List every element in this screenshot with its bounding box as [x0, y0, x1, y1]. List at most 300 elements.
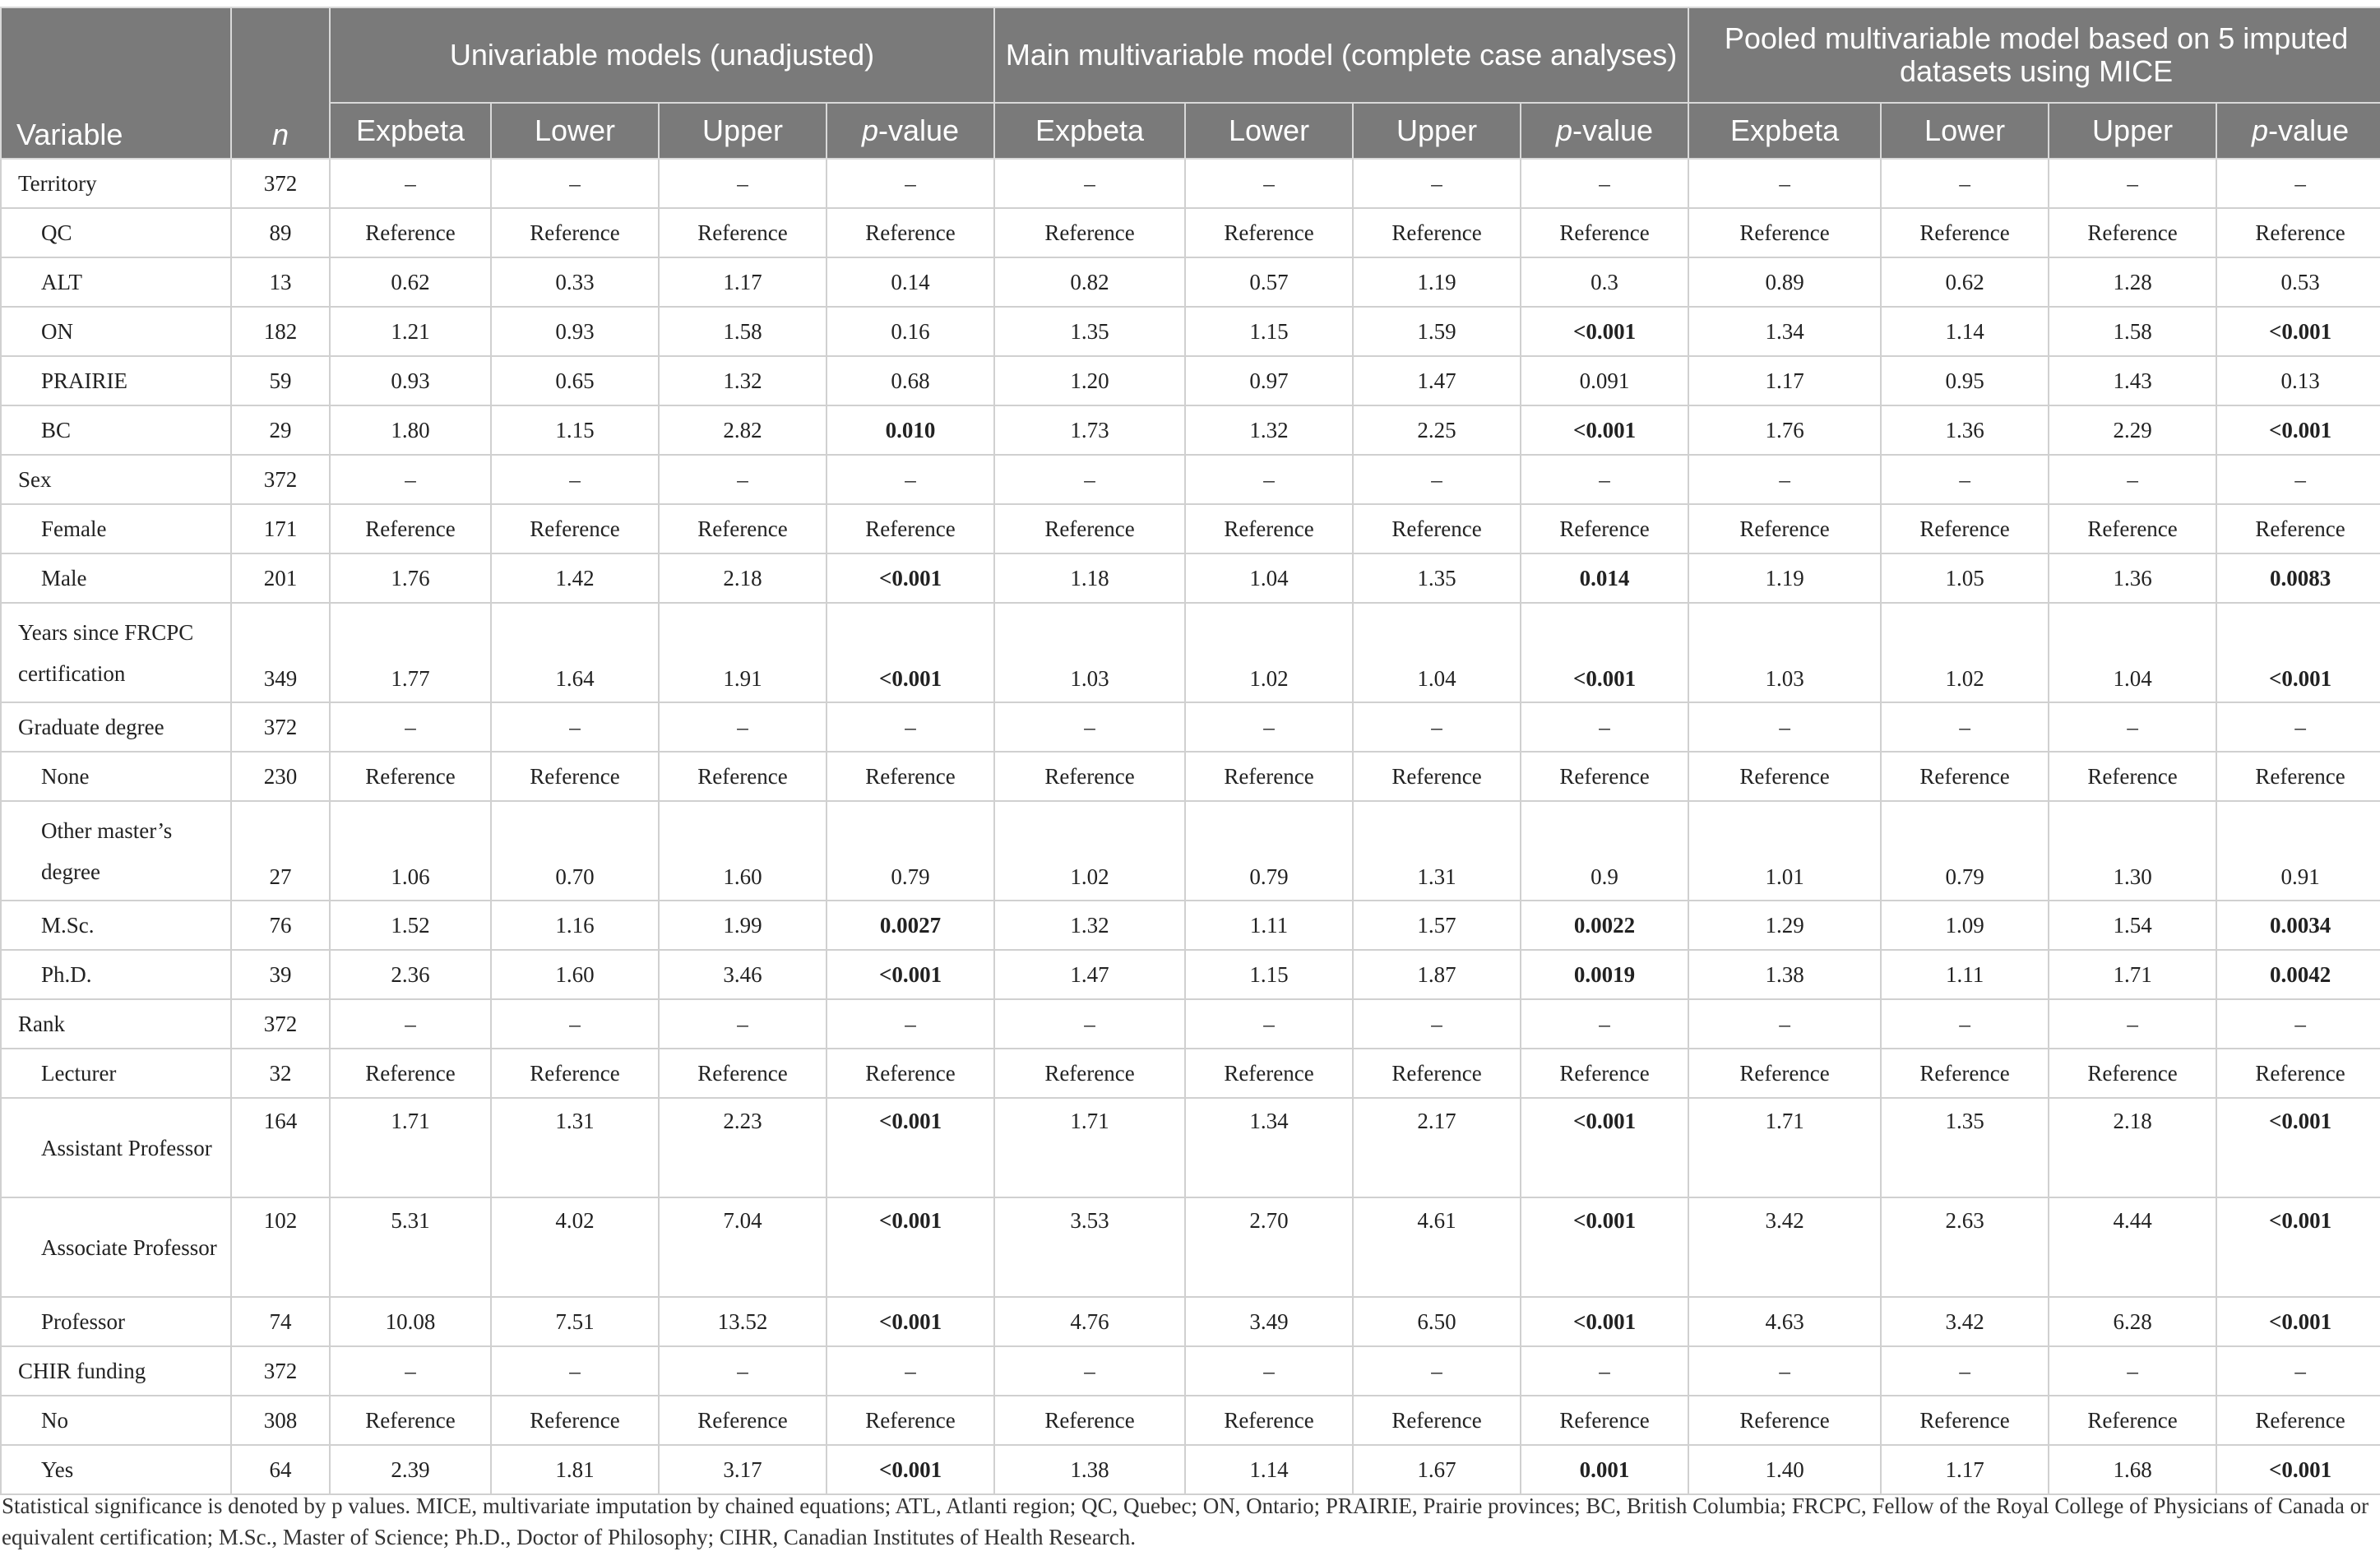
value-cell: 0.82 — [994, 257, 1185, 307]
variable-cell: Sex — [1, 455, 231, 504]
value-cell: – — [1688, 455, 1881, 504]
value-cell: 2.18 — [659, 553, 827, 603]
variable-cell: Female — [1, 504, 231, 553]
value-cell: 1.15 — [491, 405, 659, 455]
n-cell: 372 — [231, 455, 330, 504]
value-cell: 3.53 — [994, 1197, 1185, 1297]
value-cell: – — [994, 455, 1185, 504]
subcol-header: p-value — [1521, 103, 1688, 159]
value-cell: – — [2216, 702, 2380, 752]
value-cell: 1.81 — [491, 1445, 659, 1494]
value-cell: – — [1881, 455, 2049, 504]
value-cell: Reference — [1688, 1396, 1881, 1445]
value-cell: 0.68 — [827, 356, 994, 405]
value-cell: 0.65 — [491, 356, 659, 405]
value-cell: Reference — [1881, 504, 2049, 553]
value-cell: <0.001 — [827, 1297, 994, 1346]
value-cell: 0.0022 — [1521, 901, 1688, 950]
value-cell: 1.35 — [994, 307, 1185, 356]
value-cell: 1.11 — [1881, 950, 2049, 999]
value-cell: 1.35 — [1353, 553, 1521, 603]
value-cell: – — [659, 999, 827, 1049]
value-cell: 1.09 — [1881, 901, 2049, 950]
variable-cell: Rank — [1, 999, 231, 1049]
n-cell: 201 — [231, 553, 330, 603]
group-header-univariable: Univariable models (unadjusted) — [330, 7, 994, 103]
value-cell: <0.001 — [2216, 1445, 2380, 1494]
n-cell: 76 — [231, 901, 330, 950]
value-cell: 1.21 — [330, 307, 491, 356]
value-cell: Reference — [1688, 208, 1881, 257]
value-cell: 1.58 — [2049, 307, 2216, 356]
variable-cell: Lecturer — [1, 1049, 231, 1098]
value-cell: 1.71 — [330, 1098, 491, 1197]
value-cell: Reference — [1881, 1396, 2049, 1445]
table-header — [1, 7, 2380, 159]
value-cell: – — [1688, 159, 1881, 208]
value-cell: 1.71 — [2049, 950, 2216, 999]
value-cell: <0.001 — [2216, 1297, 2380, 1346]
value-cell: – — [1521, 455, 1688, 504]
value-cell: 0.57 — [1185, 257, 1353, 307]
value-cell: – — [491, 999, 659, 1049]
value-cell: 1.47 — [994, 950, 1185, 999]
value-cell: 1.03 — [994, 603, 1185, 702]
subcol-header: Lower — [1881, 103, 2049, 159]
value-cell: 1.03 — [1688, 603, 1881, 702]
value-cell: Reference — [659, 1049, 827, 1098]
n-cell: 372 — [231, 1346, 330, 1396]
value-cell: <0.001 — [2216, 307, 2380, 356]
value-cell: 0.091 — [1521, 356, 1688, 405]
subcol-header: Upper — [1353, 103, 1521, 159]
variable-cell: ON — [1, 307, 231, 356]
value-cell: Reference — [1521, 208, 1688, 257]
value-cell: <0.001 — [827, 950, 994, 999]
value-cell: 1.77 — [330, 603, 491, 702]
value-cell: – — [2216, 999, 2380, 1049]
value-cell: – — [2049, 999, 2216, 1049]
value-cell: 1.17 — [1881, 1445, 2049, 1494]
n-cell: 27 — [231, 801, 330, 901]
value-cell: 0.79 — [827, 801, 994, 901]
value-cell: Reference — [659, 504, 827, 553]
value-cell: <0.001 — [2216, 1098, 2380, 1197]
value-cell: – — [2049, 455, 2216, 504]
value-cell: 1.71 — [994, 1098, 1185, 1197]
value-cell: 1.14 — [1881, 307, 2049, 356]
value-cell: 1.42 — [491, 553, 659, 603]
value-cell: 0.70 — [491, 801, 659, 901]
value-cell: Reference — [827, 1396, 994, 1445]
value-cell: 1.59 — [1353, 307, 1521, 356]
table-row — [1, 159, 2380, 208]
value-cell: Reference — [1881, 1049, 2049, 1098]
value-cell: 2.18 — [2049, 1098, 2216, 1197]
subcol-header: Upper — [659, 103, 827, 159]
value-cell: 1.30 — [2049, 801, 2216, 901]
value-cell: 4.44 — [2049, 1197, 2216, 1297]
value-cell: 1.38 — [1688, 950, 1881, 999]
value-cell: Reference — [1521, 504, 1688, 553]
value-cell: 3.42 — [1881, 1297, 2049, 1346]
n-cell: 372 — [231, 159, 330, 208]
value-cell: Reference — [1185, 504, 1353, 553]
value-cell: – — [2216, 455, 2380, 504]
value-cell: 4.76 — [994, 1297, 1185, 1346]
value-cell: 1.19 — [1353, 257, 1521, 307]
value-cell: Reference — [827, 752, 994, 801]
value-cell: Reference — [2049, 208, 2216, 257]
value-cell: 1.18 — [994, 553, 1185, 603]
value-cell: Reference — [1521, 752, 1688, 801]
value-cell: – — [491, 702, 659, 752]
n-cell: 29 — [231, 405, 330, 455]
n-cell: 39 — [231, 950, 330, 999]
value-cell: 5.31 — [330, 1197, 491, 1297]
value-cell: 1.76 — [1688, 405, 1881, 455]
value-cell: 0.93 — [491, 307, 659, 356]
table-row — [1, 603, 2380, 702]
value-cell: – — [2049, 159, 2216, 208]
value-cell: 3.49 — [1185, 1297, 1353, 1346]
value-cell: – — [1881, 702, 2049, 752]
value-cell: – — [994, 999, 1185, 1049]
n-cell: 182 — [231, 307, 330, 356]
value-cell: 0.91 — [2216, 801, 2380, 901]
value-cell: 0.0027 — [827, 901, 994, 950]
value-cell: 0.010 — [827, 405, 994, 455]
value-cell: <0.001 — [2216, 1197, 2380, 1297]
n-header: n — [231, 7, 330, 159]
value-cell: 6.28 — [2049, 1297, 2216, 1346]
value-cell: – — [2216, 159, 2380, 208]
value-cell: Reference — [1185, 1049, 1353, 1098]
value-cell: – — [1521, 1346, 1688, 1396]
value-cell: Reference — [1881, 752, 2049, 801]
value-cell: 10.08 — [330, 1297, 491, 1346]
value-cell: Reference — [994, 208, 1185, 257]
value-cell: 1.68 — [2049, 1445, 2216, 1494]
value-cell: 2.29 — [2049, 405, 2216, 455]
value-cell: 3.46 — [659, 950, 827, 999]
value-cell: Reference — [1353, 752, 1521, 801]
value-cell: Reference — [2049, 1396, 2216, 1445]
variable-cell: ALT — [1, 257, 231, 307]
value-cell: Reference — [491, 752, 659, 801]
value-cell: 1.02 — [994, 801, 1185, 901]
value-cell: 1.35 — [1881, 1098, 2049, 1197]
value-cell: Reference — [827, 1049, 994, 1098]
value-cell: 1.54 — [2049, 901, 2216, 950]
subcol-header: p-value — [2216, 103, 2380, 159]
value-cell: Reference — [2216, 1396, 2380, 1445]
value-cell: Reference — [659, 1396, 827, 1445]
variable-cell: Ph.D. — [1, 950, 231, 999]
value-cell: 7.51 — [491, 1297, 659, 1346]
value-cell: Reference — [1521, 1396, 1688, 1445]
value-cell: 1.36 — [2049, 553, 2216, 603]
value-cell: – — [1881, 159, 2049, 208]
value-cell: Reference — [330, 1396, 491, 1445]
value-cell: Reference — [2216, 208, 2380, 257]
variable-cell: No — [1, 1396, 231, 1445]
table-row — [1, 504, 2380, 553]
value-cell: 2.17 — [1353, 1098, 1521, 1197]
table-row — [1, 702, 2380, 752]
value-cell: Reference — [330, 504, 491, 553]
value-cell: 2.70 — [1185, 1197, 1353, 1297]
value-cell: Reference — [1521, 1049, 1688, 1098]
table-row — [1, 307, 2380, 356]
n-cell: 349 — [231, 603, 330, 702]
value-cell: 0.9 — [1521, 801, 1688, 901]
variable-cell: Yes — [1, 1445, 231, 1494]
value-cell: – — [2216, 1346, 2380, 1396]
value-cell: 0.79 — [1881, 801, 2049, 901]
n-cell: 74 — [231, 1297, 330, 1346]
value-cell: Reference — [2216, 1049, 2380, 1098]
variable-cell: Assistant Professor — [1, 1098, 231, 1197]
value-cell: Reference — [1688, 1049, 1881, 1098]
n-cell: 59 — [231, 356, 330, 405]
n-cell: 164 — [231, 1098, 330, 1197]
value-cell: <0.001 — [2216, 603, 2380, 702]
value-cell: 4.61 — [1353, 1197, 1521, 1297]
value-cell: Reference — [659, 752, 827, 801]
value-cell: Reference — [1353, 504, 1521, 553]
subcol-header: Expbeta — [330, 103, 491, 159]
value-cell: – — [994, 702, 1185, 752]
subcol-header: Upper — [2049, 103, 2216, 159]
variable-cell: None — [1, 752, 231, 801]
value-cell: 1.11 — [1185, 901, 1353, 950]
value-cell: Reference — [491, 1049, 659, 1098]
table-row — [1, 1346, 2380, 1396]
table-row — [1, 208, 2380, 257]
value-cell: – — [659, 159, 827, 208]
value-cell: – — [1881, 1346, 2049, 1396]
n-cell: 372 — [231, 999, 330, 1049]
value-cell: 1.47 — [1353, 356, 1521, 405]
value-cell: Reference — [1688, 752, 1881, 801]
table-row — [1, 1445, 2380, 1494]
value-cell: 4.02 — [491, 1197, 659, 1297]
value-cell: <0.001 — [1521, 1098, 1688, 1197]
value-cell: Reference — [1881, 208, 2049, 257]
n-cell: 308 — [231, 1396, 330, 1445]
table-row — [1, 950, 2380, 999]
value-cell: 0.53 — [2216, 257, 2380, 307]
variable-cell: BC — [1, 405, 231, 455]
value-cell: Reference — [330, 752, 491, 801]
value-cell: 1.15 — [1185, 950, 1353, 999]
value-cell: 2.82 — [659, 405, 827, 455]
value-cell: – — [1688, 1346, 1881, 1396]
value-cell: 13.52 — [659, 1297, 827, 1346]
value-cell: Reference — [827, 504, 994, 553]
value-cell: – — [1881, 999, 2049, 1049]
value-cell: – — [2049, 702, 2216, 752]
table-row — [1, 1197, 2380, 1297]
value-cell: <0.001 — [827, 553, 994, 603]
value-cell: – — [1185, 702, 1353, 752]
value-cell: 1.31 — [491, 1098, 659, 1197]
value-cell: 1.58 — [659, 307, 827, 356]
value-cell: 1.87 — [1353, 950, 1521, 999]
n-cell: 89 — [231, 208, 330, 257]
table-row — [1, 1049, 2380, 1098]
value-cell: Reference — [2216, 752, 2380, 801]
value-cell: 0.014 — [1521, 553, 1688, 603]
value-cell: 2.25 — [1353, 405, 1521, 455]
value-cell: <0.001 — [1521, 307, 1688, 356]
value-cell: 0.95 — [1881, 356, 2049, 405]
value-cell: – — [1185, 1346, 1353, 1396]
value-cell: – — [1353, 159, 1521, 208]
n-cell: 32 — [231, 1049, 330, 1098]
variable-cell: Male — [1, 553, 231, 603]
value-cell: – — [827, 702, 994, 752]
table-row — [1, 901, 2380, 950]
value-cell: <0.001 — [827, 603, 994, 702]
table-row — [1, 455, 2380, 504]
table-row — [1, 801, 2380, 901]
subcol-header: Expbeta — [1688, 103, 1881, 159]
value-cell: Reference — [827, 208, 994, 257]
value-cell: Reference — [2049, 752, 2216, 801]
value-cell: 0.89 — [1688, 257, 1881, 307]
value-cell: 0.3 — [1521, 257, 1688, 307]
value-cell: Reference — [994, 1049, 1185, 1098]
value-cell: 1.32 — [1185, 405, 1353, 455]
table-footnote: Statistical significance is denoted by p values. MICE, multivariate imputation by chained equations; ATL, Atlanti region; QC, Quebec; ON, Ontario; PRAIRIE, Prairie provinces; BC, British Columbia; FRCPC, Fellow of the Royal College of Physicians of Canada or equivalent certification; M.Sc., Master of Science; Ph.D., Doctor of Philosophy; CIHR, Canadian Institutes of Health Research. — [2, 1493, 2369, 1549]
value-cell: – — [1353, 999, 1521, 1049]
value-cell: 1.40 — [1688, 1445, 1881, 1494]
value-cell: – — [1353, 702, 1521, 752]
value-cell: 1.36 — [1881, 405, 2049, 455]
variable-cell: M.Sc. — [1, 901, 231, 950]
subcol-header: p-value — [827, 103, 994, 159]
variable-cell: CHIR funding — [1, 1346, 231, 1396]
value-cell: 2.39 — [330, 1445, 491, 1494]
value-cell: Reference — [1688, 504, 1881, 553]
table-row — [1, 553, 2380, 603]
value-cell: – — [330, 159, 491, 208]
value-cell: 1.64 — [491, 603, 659, 702]
variable-cell: Professor — [1, 1297, 231, 1346]
subcol-header: Expbeta — [994, 103, 1185, 159]
value-cell: – — [659, 1346, 827, 1396]
value-cell: Reference — [2049, 504, 2216, 553]
value-cell: 1.04 — [1185, 553, 1353, 603]
value-cell: Reference — [1353, 208, 1521, 257]
value-cell: 0.33 — [491, 257, 659, 307]
value-cell: 4.63 — [1688, 1297, 1881, 1346]
value-cell: 0.93 — [330, 356, 491, 405]
value-cell: – — [491, 159, 659, 208]
value-cell: – — [1185, 159, 1353, 208]
value-cell: Reference — [491, 208, 659, 257]
value-cell: 0.0034 — [2216, 901, 2380, 950]
value-cell: 0.79 — [1185, 801, 1353, 901]
value-cell: 1.34 — [1185, 1098, 1353, 1197]
value-cell: 0.0083 — [2216, 553, 2380, 603]
value-cell: <0.001 — [1521, 1197, 1688, 1297]
value-cell: – — [1353, 1346, 1521, 1396]
value-cell: 1.15 — [1185, 307, 1353, 356]
value-cell: 1.32 — [994, 901, 1185, 950]
variable-cell: Territory — [1, 159, 231, 208]
value-cell: <0.001 — [827, 1445, 994, 1494]
value-cell: – — [330, 1346, 491, 1396]
value-cell: <0.001 — [2216, 405, 2380, 455]
value-cell: <0.001 — [1521, 1297, 1688, 1346]
value-cell: 1.67 — [1353, 1445, 1521, 1494]
variable-cell: PRAIRIE — [1, 356, 231, 405]
value-cell: – — [330, 455, 491, 504]
n-cell: 64 — [231, 1445, 330, 1494]
value-cell: Reference — [1353, 1049, 1521, 1098]
value-cell: 1.04 — [2049, 603, 2216, 702]
value-cell: 1.19 — [1688, 553, 1881, 603]
value-cell: 0.97 — [1185, 356, 1353, 405]
value-cell: Reference — [1353, 1396, 1521, 1445]
value-cell: <0.001 — [1521, 603, 1688, 702]
value-cell: 1.05 — [1881, 553, 2049, 603]
value-cell: <0.001 — [1521, 405, 1688, 455]
value-cell: Reference — [491, 1396, 659, 1445]
value-cell: – — [1688, 702, 1881, 752]
value-cell: 1.17 — [1688, 356, 1881, 405]
value-cell: 1.14 — [1185, 1445, 1353, 1494]
variable-cell: Associate Professor — [1, 1197, 231, 1297]
value-cell: 3.42 — [1688, 1197, 1881, 1297]
value-cell: – — [491, 1346, 659, 1396]
value-cell: 1.60 — [659, 801, 827, 901]
value-cell: 1.43 — [2049, 356, 2216, 405]
value-cell: 0.0019 — [1521, 950, 1688, 999]
value-cell: – — [330, 702, 491, 752]
value-cell: 1.29 — [1688, 901, 1881, 950]
value-cell: 1.38 — [994, 1445, 1185, 1494]
subcol-header: Lower — [1185, 103, 1353, 159]
value-cell: – — [659, 702, 827, 752]
value-cell: 3.17 — [659, 1445, 827, 1494]
value-cell: 1.57 — [1353, 901, 1521, 950]
value-cell: Reference — [1185, 752, 1353, 801]
value-cell: Reference — [1185, 208, 1353, 257]
value-cell: 1.04 — [1353, 603, 1521, 702]
value-cell: 2.36 — [330, 950, 491, 999]
regression-table — [0, 7, 2380, 1495]
table-row — [1, 1396, 2380, 1445]
value-cell: 1.17 — [659, 257, 827, 307]
value-cell: 0.0042 — [2216, 950, 2380, 999]
n-cell: 13 — [231, 257, 330, 307]
value-cell: – — [827, 159, 994, 208]
value-cell: Reference — [994, 752, 1185, 801]
value-cell: Reference — [330, 1049, 491, 1098]
value-cell: Reference — [2049, 1049, 2216, 1098]
value-cell: Reference — [1185, 1396, 1353, 1445]
value-cell: Reference — [330, 208, 491, 257]
n-cell: 171 — [231, 504, 330, 553]
value-cell: 1.32 — [659, 356, 827, 405]
value-cell: 1.34 — [1688, 307, 1881, 356]
value-cell: – — [2049, 1346, 2216, 1396]
value-cell: 1.76 — [330, 553, 491, 603]
